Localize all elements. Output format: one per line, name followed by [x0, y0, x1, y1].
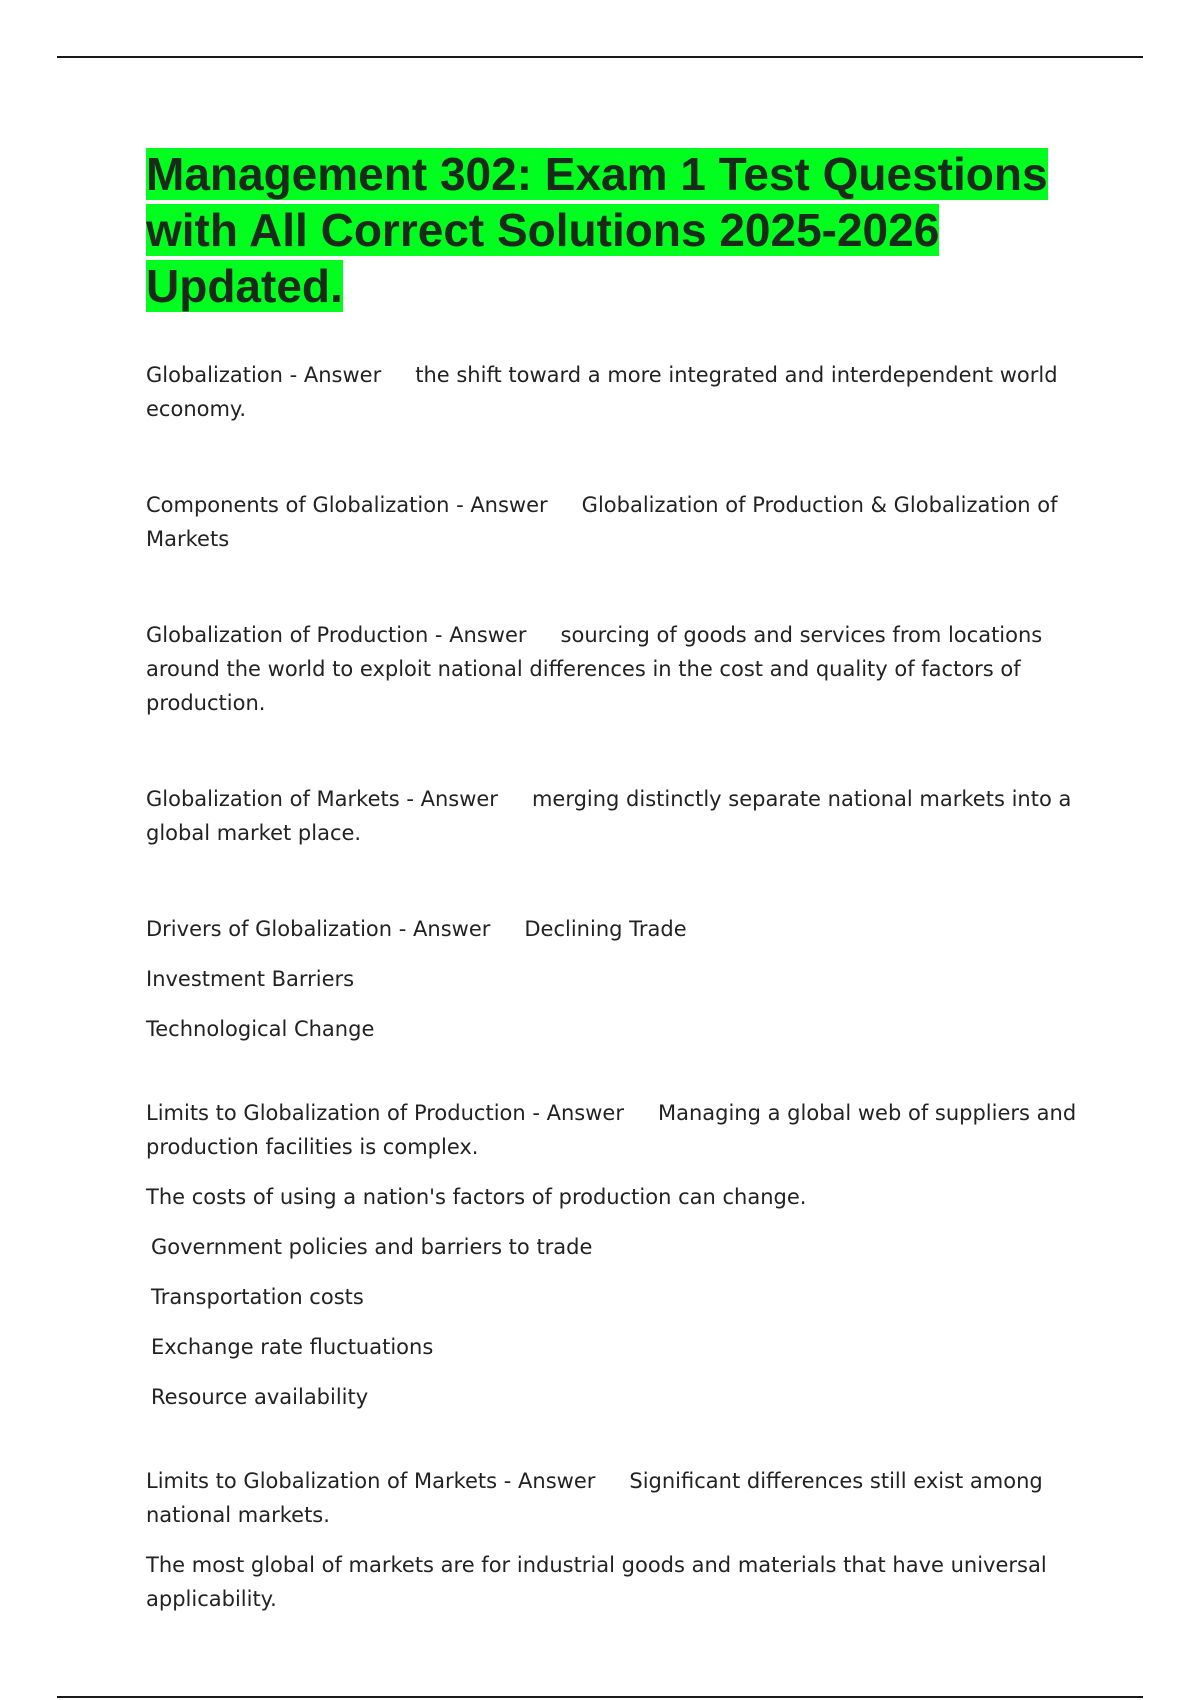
document-title: [146, 146, 1086, 314]
top-rule: [57, 56, 1143, 58]
qa-extra-line: The costs of using a nation's factors of production can change.: [146, 1185, 807, 1209]
qa-entry-drivers-of-globalization: [146, 912, 1086, 1046]
qa-term: Globalization of Production - Answer: [146, 623, 527, 647]
qa-extra-line: Government policies and barriers to trade: [151, 1235, 593, 1259]
qa-entry-limits-to-globalization-of-production: [146, 1096, 1086, 1414]
qa-extra-line: The most global of markets are for industrial goods and materials that have universal applicability.: [146, 1553, 1047, 1611]
qa-term: Globalization of Markets - Answer: [146, 787, 498, 811]
qa-entry-globalization-of-markets: [146, 782, 1086, 850]
qa-entry-limits-to-globalization-of-markets: [146, 1464, 1086, 1616]
qa-definition: Declining Trade: [524, 917, 687, 941]
qa-extra-line: Investment Barriers: [146, 967, 355, 991]
qa-definition: the shift toward a more integrated and interdependent world economy.: [146, 363, 1058, 421]
qa-line: [146, 1096, 1086, 1164]
qa-line: [146, 618, 1086, 720]
qa-extra-line: Resource availability: [151, 1385, 369, 1409]
qa-term: Components of Globalization - Answer: [146, 493, 548, 517]
qa-term: Limits to Globalization of Markets - Answer: [146, 1469, 596, 1493]
qa-line: [146, 488, 1086, 556]
document-body: [146, 146, 1086, 1678]
qa-extra-line: Exchange rate fluctuations: [151, 1335, 434, 1359]
qa-term: Globalization - Answer: [146, 363, 382, 387]
qa-extra-line: Transportation costs: [151, 1285, 364, 1309]
document-title-text: Management 302: Exam 1 Test Questions with All Correct Solutions 2025-2026 Updated.: [146, 148, 1048, 312]
qa-entry-globalization: [146, 358, 1086, 426]
qa-line: [146, 782, 1086, 850]
qa-definition: Globalization of Production & Globalization of Markets: [146, 493, 1058, 551]
qa-definition: Managing a global web of suppliers and production facilities is complex.: [146, 1101, 1077, 1159]
qa-line: [146, 1464, 1086, 1532]
qa-definition: merging distinctly separate national markets into a global market place.: [146, 787, 1072, 845]
qa-extra-line: Technological Change: [146, 1017, 375, 1041]
qa-line: [146, 912, 1086, 946]
qa-definition: Significant differences still exist among national markets.: [146, 1469, 1043, 1527]
qa-term: Drivers of Globalization - Answer: [146, 917, 491, 941]
qa-entry-globalization-of-production: [146, 618, 1086, 720]
qa-term: Limits to Globalization of Production - Answer: [146, 1101, 624, 1125]
qa-entry-components-of-globalization: [146, 488, 1086, 556]
qa-line: [146, 358, 1086, 426]
bottom-rule: [57, 1696, 1143, 1698]
qa-definition: sourcing of goods and services from locations around the world to exploit national differences in the cost and quality of factors of production.: [146, 623, 1043, 715]
